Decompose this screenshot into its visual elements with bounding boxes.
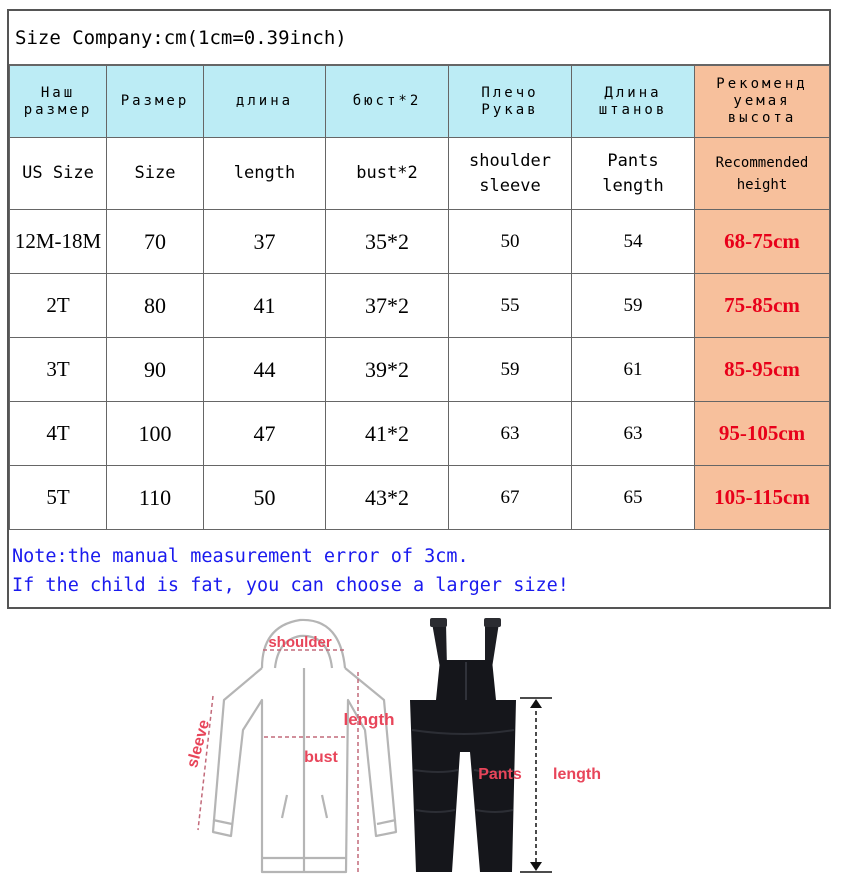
header-text-line: Pants <box>607 150 659 171</box>
header-text-line: US Size <box>22 163 94 183</box>
jacket-length-label: length <box>343 710 395 729</box>
note-block <box>9 529 829 607</box>
header-text-line: размер <box>23 101 93 118</box>
header-text-line: высота <box>727 110 797 126</box>
header-text-line: Наш <box>40 84 76 101</box>
table-cell: 2T <box>10 274 107 338</box>
note-line: If the child is fat, you can choose a larger size! <box>12 575 569 596</box>
table-cell: 61 <box>572 338 695 402</box>
header-text-line: height <box>736 176 788 193</box>
header-cell-ru <box>695 66 830 138</box>
header-text-line: Размер <box>120 93 190 109</box>
table-cell: 37*2 <box>326 274 449 338</box>
pants-length-label: length <box>553 766 601 783</box>
garment-diagram <box>0 612 841 879</box>
sleeve-label: sleeve <box>184 718 214 770</box>
header-cell-en <box>10 138 107 210</box>
header-text-line: Длина <box>604 84 662 101</box>
bust-label: bust <box>304 749 338 766</box>
header-cell-en <box>204 138 326 210</box>
table-row <box>10 402 830 466</box>
table-cell: 55 <box>449 274 572 338</box>
table-row <box>10 338 830 402</box>
table-cell: 41*2 <box>326 402 449 466</box>
header-cell-ru <box>10 66 107 138</box>
size-chart <box>7 9 831 609</box>
table-cell: 41 <box>204 274 326 338</box>
header-text-line: уемая <box>733 93 791 109</box>
vertical-measure-arrow <box>520 698 552 872</box>
header-text-line: shoulder <box>469 150 551 171</box>
table-cell: 110 <box>107 466 204 530</box>
table-cell: 80 <box>107 274 204 338</box>
snow-pants-photo <box>410 618 516 872</box>
header-cell-en <box>695 138 830 210</box>
header-row-ru <box>10 66 830 138</box>
header-cell-ru <box>107 66 204 138</box>
table-cell: 65 <box>572 466 695 530</box>
table-cell: 37 <box>204 210 326 274</box>
table-row <box>10 274 830 338</box>
table-cell: 50 <box>204 466 326 530</box>
table-cell: 12M-18M <box>10 210 107 274</box>
table-cell: 85-95cm <box>695 338 830 402</box>
table-cell: 59 <box>449 338 572 402</box>
table-cell: 70 <box>107 210 204 274</box>
pants-label: Pants <box>478 766 522 783</box>
chart-title: Size Company:cm(1cm=0.39inch) <box>9 11 829 65</box>
table-cell: 105-115cm <box>695 466 830 530</box>
header-text-line: длина <box>235 93 294 109</box>
table-cell: 44 <box>204 338 326 402</box>
header-text-line: bust*2 <box>356 163 418 183</box>
header-text-line: length <box>602 175 664 196</box>
table-cell: 67 <box>449 466 572 530</box>
table-row <box>10 466 830 530</box>
table-cell: 54 <box>572 210 695 274</box>
table-cell: 75-85cm <box>695 274 830 338</box>
table-cell: 3T <box>10 338 107 402</box>
table-cell: 43*2 <box>326 466 449 530</box>
table-cell: 35*2 <box>326 210 449 274</box>
table-cell: 63 <box>572 402 695 466</box>
header-cell-ru <box>449 66 572 138</box>
jacket-outline-illustration <box>213 620 396 872</box>
header-cell-en <box>107 138 204 210</box>
table-cell: 63 <box>449 402 572 466</box>
header-text-line: Рекоменд <box>716 76 808 92</box>
table-cell: 90 <box>107 338 204 402</box>
header-text-line: Recommended <box>715 154 809 171</box>
table-cell: 39*2 <box>326 338 449 402</box>
table-cell: 59 <box>572 274 695 338</box>
header-cell-ru <box>204 66 326 138</box>
header-cell-en <box>449 138 572 210</box>
shoulder-label: shoulder <box>268 634 332 651</box>
note-line: Note:the manual measurement error of 3cm. <box>12 546 469 567</box>
header-text-line: length <box>233 163 296 183</box>
header-text-line: Рукав <box>481 101 539 118</box>
table-cell: 68-75cm <box>695 210 830 274</box>
header-text-line: sleeve <box>479 175 541 196</box>
header-text-line: штанов <box>598 101 668 118</box>
size-table <box>9 65 830 530</box>
table-cell: 100 <box>107 402 204 466</box>
header-cell-en <box>572 138 695 210</box>
table-cell: 50 <box>449 210 572 274</box>
header-text-line: Плечо <box>481 84 539 101</box>
table-cell: 95-105cm <box>695 402 830 466</box>
header-row-en <box>10 138 830 210</box>
header-text-line: бюст*2 <box>352 93 422 109</box>
header-cell-en <box>326 138 449 210</box>
table-cell: 5T <box>10 466 107 530</box>
header-cell-ru <box>326 66 449 138</box>
header-text-line: Size <box>134 163 176 183</box>
table-row <box>10 210 830 274</box>
header-cell-ru <box>572 66 695 138</box>
table-cell: 4T <box>10 402 107 466</box>
table-cell: 47 <box>204 402 326 466</box>
